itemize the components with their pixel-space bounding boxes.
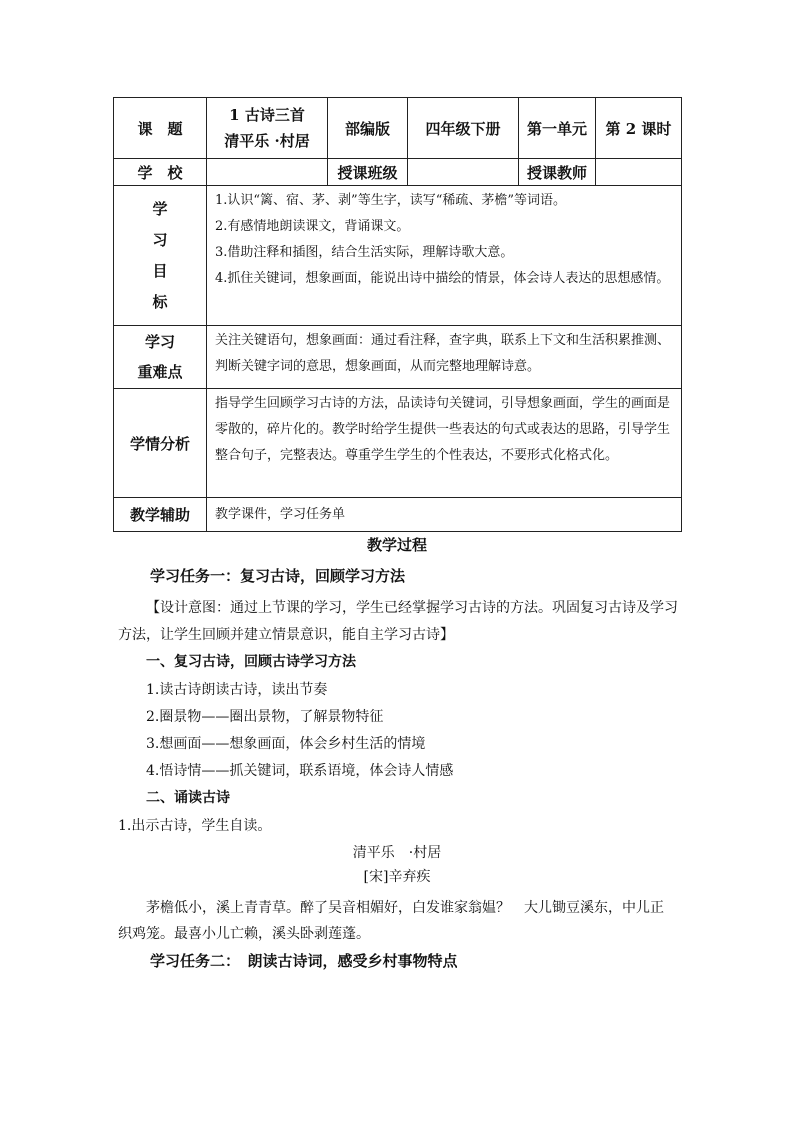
class-value <box>408 159 519 186</box>
aids-label: 教学辅助 <box>114 498 207 532</box>
key-points-label <box>114 326 207 389</box>
table-row <box>114 186 682 326</box>
teacher-label: 授课教师 <box>519 159 596 186</box>
section2-heading: 二、诵读古诗 <box>146 790 230 806</box>
poem-line1: 茅檐低小，溪上青青草。醉了吴音相媚好，白发谁家翁媪？ 大儿锄豆溪东，中儿正 <box>146 900 664 916</box>
grade-cell: 四年级下册 <box>408 98 519 159</box>
task1-heading: 学习任务一：复习古诗，回顾学习方法 <box>150 567 406 585</box>
table-row <box>114 389 682 498</box>
edition-cell: 部编版 <box>328 98 408 159</box>
design-intent-line2: 方法，让学生回顾并建立情景意识，能自主学习古诗】 <box>118 627 454 643</box>
table-row <box>114 498 682 532</box>
topic-title-line2: 清平乐 ·村居 <box>224 132 310 150</box>
design-intent-line1: 【设计意图：通过上节课的学习，学生已经掌握学习古诗的方法。巩固复习古诗及学习 <box>146 600 678 616</box>
section1-heading: 一、复习古诗，回顾古诗学习方法 <box>146 654 356 670</box>
table-row <box>114 98 682 159</box>
goal-item: 4.抓住关键词，想象画面，能说出诗中描绘的情景，体会诗人表达的思想感情。 <box>215 271 670 286</box>
key-points-label-line2: 重难点 <box>137 363 183 381</box>
goals-label-char: 目 <box>152 261 168 280</box>
topic-label: 课 题 <box>114 98 207 159</box>
show-poem-line: 1.出示古诗，学生自读。 <box>118 818 272 834</box>
key-points-content: 关注关键语句，想象画面：通过看注释，查字典，联系上下文和生活积累推测、判断关键字词的意思，想象画面，从而完整地理解诗意。 <box>207 326 682 389</box>
key-points-label-line1: 学习 <box>144 333 175 351</box>
analysis-content: 指导学生回顾学习古诗的方法，品读诗句关键词，引导想象画面，学生的画面是零散的，碎片化的。教学时给学生提供一些表达的句式或表达的思路，引导学生整合句子，完整表达。尊重学生学生的个性表达，不要形式化格式化。 <box>207 389 682 498</box>
process-heading: 教学过程 <box>366 536 427 554</box>
analysis-label: 学情分析 <box>114 389 207 498</box>
unit-cell: 第一单元 <box>519 98 596 159</box>
goals-label <box>114 186 207 326</box>
step-item: 1.读古诗朗读古诗，读出节奏 <box>146 682 328 698</box>
step-item: 4.悟诗情——抓关键词，联系语境，体会诗人情感 <box>146 763 454 779</box>
school-label: 学 校 <box>114 159 207 186</box>
aids-content: 教学课件，学习任务单 <box>207 498 682 532</box>
poem-author: [宋]辛弃疾 <box>363 869 431 885</box>
topic-title-cell <box>207 98 328 159</box>
goal-item: 2.有感情地朗读课文，背诵课文。 <box>215 219 410 234</box>
goals-label-char: 习 <box>152 230 168 249</box>
poem-title: 清平乐 ·村居 <box>352 845 442 861</box>
table-row <box>114 159 682 186</box>
poem-line2: 织鸡笼。最喜小儿亡赖，溪头卧剥莲蓬。 <box>118 926 370 942</box>
lesson-cell: 第 2 课时 <box>596 98 682 159</box>
goal-item: 3.借助注释和插图，结合生活实际，理解诗歌大意。 <box>215 245 514 260</box>
teacher-value <box>596 159 682 186</box>
step-item: 2.圈景物——圈出景物，了解景物特征 <box>146 709 384 725</box>
goal-item: 1.认识“篱、宿、茅、剥”等生字，读写“稀疏、茅檐”等词语。 <box>215 193 566 208</box>
class-label: 授课班级 <box>328 159 408 186</box>
goals-content <box>207 186 682 326</box>
lesson-plan-table <box>113 97 682 532</box>
task2-heading: 学习任务二： 朗读古诗词，感受乡村事物特点 <box>150 952 458 970</box>
goals-label-char: 学 <box>152 199 168 218</box>
step-item: 3.想画面——想象画面，体会乡村生活的情境 <box>146 736 426 752</box>
goals-label-char: 标 <box>152 292 168 311</box>
table-row <box>114 326 682 389</box>
topic-title-line1: 1 古诗三首 <box>229 106 305 124</box>
school-value <box>207 159 328 186</box>
